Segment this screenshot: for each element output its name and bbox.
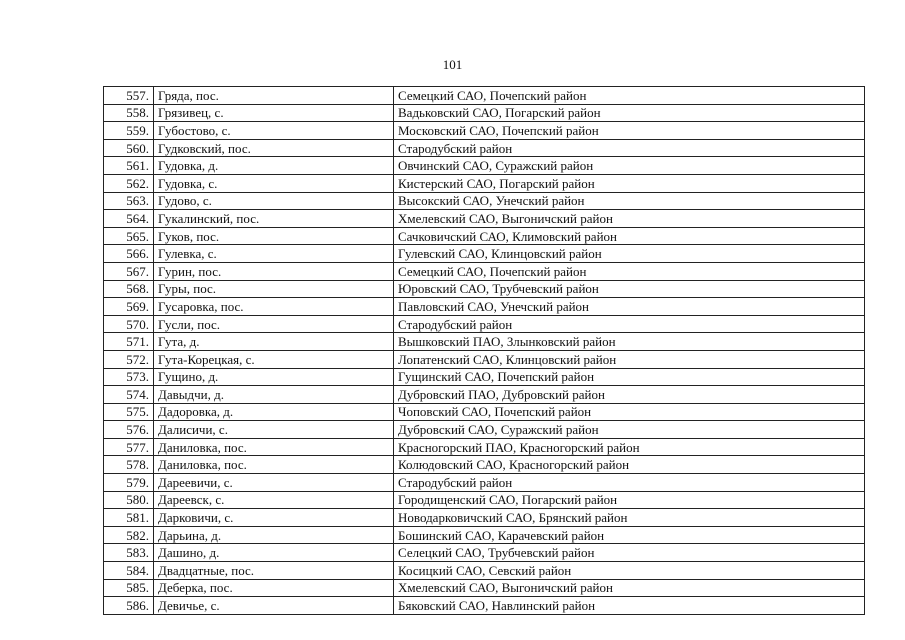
settlement-name: Деберка, пос.	[154, 579, 394, 597]
settlement-name: Дареевск, с.	[154, 491, 394, 509]
table-row	[104, 386, 865, 404]
row-number: 562.	[104, 174, 154, 192]
administrative-unit: Новодарковичский САО, Брянский район	[394, 509, 865, 527]
settlement-name: Гудово, с.	[154, 192, 394, 210]
row-number: 582.	[104, 526, 154, 544]
administrative-unit: Красногорский ПАО, Красногорский район	[394, 438, 865, 456]
row-number: 568.	[104, 280, 154, 298]
administrative-unit: Лопатенский САО, Клинцовский район	[394, 350, 865, 368]
row-number: 561.	[104, 157, 154, 175]
administrative-unit: Московский САО, Почепский район	[394, 122, 865, 140]
table-row	[104, 509, 865, 527]
settlement-name: Даниловка, пос.	[154, 456, 394, 474]
row-number: 575.	[104, 403, 154, 421]
row-number: 565.	[104, 227, 154, 245]
administrative-unit: Семецкий САО, Почепский район	[394, 262, 865, 280]
row-number: 567.	[104, 262, 154, 280]
row-number: 573.	[104, 368, 154, 386]
table-row	[104, 438, 865, 456]
administrative-unit: Юровский САО, Трубчевский район	[394, 280, 865, 298]
table-row	[104, 544, 865, 562]
settlement-name: Губостово, с.	[154, 122, 394, 140]
settlement-name: Дашино, д.	[154, 544, 394, 562]
administrative-unit: Семецкий САО, Почепский район	[394, 87, 865, 105]
administrative-unit: Бошинский САО, Карачевский район	[394, 526, 865, 544]
settlement-name: Гусаровка, пос.	[154, 298, 394, 316]
table-row	[104, 298, 865, 316]
settlement-name: Давыдчи, д.	[154, 386, 394, 404]
administrative-unit: Высокский САО, Унечский район	[394, 192, 865, 210]
settlement-name: Грязивец, с.	[154, 104, 394, 122]
settlement-name: Гукалинский, пос.	[154, 210, 394, 228]
row-number: 557.	[104, 87, 154, 105]
administrative-unit: Селецкий САО, Трубчевский район	[394, 544, 865, 562]
settlement-name: Гута, д.	[154, 333, 394, 351]
settlement-name: Гуры, пос.	[154, 280, 394, 298]
settlement-name: Гудковский, пос.	[154, 139, 394, 157]
settlement-name: Гущино, д.	[154, 368, 394, 386]
table-row	[104, 210, 865, 228]
administrative-unit: Бяковский САО, Навлинский район	[394, 597, 865, 615]
table-row	[104, 474, 865, 492]
table-row	[104, 157, 865, 175]
settlement-name: Гуков, пос.	[154, 227, 394, 245]
row-number: 577.	[104, 438, 154, 456]
settlement-name: Гута-Корецкая, с.	[154, 350, 394, 368]
row-number: 569.	[104, 298, 154, 316]
row-number: 558.	[104, 104, 154, 122]
settlement-name: Гусли, пос.	[154, 315, 394, 333]
administrative-unit: Стародубский район	[394, 139, 865, 157]
administrative-unit: Вышковский ПАО, Злынковский район	[394, 333, 865, 351]
settlement-name: Гудовка, с.	[154, 174, 394, 192]
table-row	[104, 139, 865, 157]
table-row	[104, 87, 865, 105]
row-number: 585.	[104, 579, 154, 597]
settlement-name: Девичье, с.	[154, 597, 394, 615]
row-number: 574.	[104, 386, 154, 404]
row-number: 581.	[104, 509, 154, 527]
row-number: 566.	[104, 245, 154, 263]
administrative-unit: Кистерский САО, Погарский район	[394, 174, 865, 192]
table-row	[104, 122, 865, 140]
settlement-name: Дарьина, д.	[154, 526, 394, 544]
administrative-unit: Сачковичский САО, Климовский район	[394, 227, 865, 245]
table-row	[104, 562, 865, 580]
row-number: 560.	[104, 139, 154, 157]
row-number: 580.	[104, 491, 154, 509]
row-number: 563.	[104, 192, 154, 210]
administrative-unit: Стародубский район	[394, 315, 865, 333]
administrative-unit: Овчинский САО, Суражский район	[394, 157, 865, 175]
settlement-name: Даниловка, пос.	[154, 438, 394, 456]
settlement-name: Дареевичи, с.	[154, 474, 394, 492]
settlement-name: Далисичи, с.	[154, 421, 394, 439]
table-row	[104, 174, 865, 192]
table-row	[104, 421, 865, 439]
table-row	[104, 280, 865, 298]
row-number: 584.	[104, 562, 154, 580]
page-number: 101	[442, 57, 463, 72]
row-number: 570.	[104, 315, 154, 333]
table-body	[104, 87, 865, 615]
administrative-unit: Хмелевский САО, Выгоничский район	[394, 210, 865, 228]
table-row	[104, 526, 865, 544]
administrative-unit: Косицкий САО, Севский район	[394, 562, 865, 580]
administrative-unit: Гулевский САО, Клинцовский район	[394, 245, 865, 263]
administrative-unit: Чоповский САО, Почепский район	[394, 403, 865, 421]
row-number: 586.	[104, 597, 154, 615]
table-row	[104, 227, 865, 245]
table-row	[104, 491, 865, 509]
row-number: 571.	[104, 333, 154, 351]
row-number: 564.	[104, 210, 154, 228]
administrative-unit: Гущинский САО, Почепский район	[394, 368, 865, 386]
settlement-name: Гурин, пос.	[154, 262, 394, 280]
table-row	[104, 456, 865, 474]
administrative-unit: Стародубский район	[394, 474, 865, 492]
administrative-unit: Колюдовский САО, Красногорский район	[394, 456, 865, 474]
row-number: 572.	[104, 350, 154, 368]
row-number: 578.	[104, 456, 154, 474]
table-row	[104, 315, 865, 333]
table-row	[104, 403, 865, 421]
table-row	[104, 245, 865, 263]
administrative-unit: Дубровский ПАО, Дубровский район	[394, 386, 865, 404]
table-row	[104, 333, 865, 351]
table-row	[104, 579, 865, 597]
settlements-table	[103, 86, 865, 615]
table-row	[104, 262, 865, 280]
settlement-name: Двадцатные, пос.	[154, 562, 394, 580]
row-number: 583.	[104, 544, 154, 562]
table-row	[104, 350, 865, 368]
table-row	[104, 192, 865, 210]
settlement-name: Гудовка, д.	[154, 157, 394, 175]
administrative-unit: Хмелевский САО, Выгоничский район	[394, 579, 865, 597]
settlement-name: Дарковичи, с.	[154, 509, 394, 527]
administrative-unit: Павловский САО, Унечский район	[394, 298, 865, 316]
settlement-name: Дадоровка, д.	[154, 403, 394, 421]
table-row	[104, 104, 865, 122]
table-row	[104, 597, 865, 615]
row-number: 579.	[104, 474, 154, 492]
row-number: 559.	[104, 122, 154, 140]
settlement-name: Гряда, пос.	[154, 87, 394, 105]
administrative-unit: Городищенский САО, Погарский район	[394, 491, 865, 509]
row-number: 576.	[104, 421, 154, 439]
administrative-unit: Дубровский САО, Суражский район	[394, 421, 865, 439]
table-row	[104, 368, 865, 386]
administrative-unit: Вадьковский САО, Погарский район	[394, 104, 865, 122]
settlement-name: Гулевка, с.	[154, 245, 394, 263]
